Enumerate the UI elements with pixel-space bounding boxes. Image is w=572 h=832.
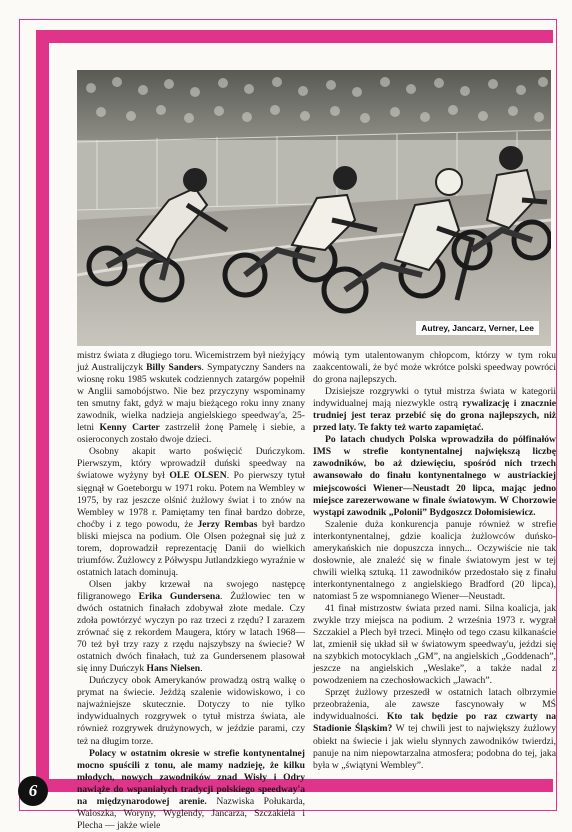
article-paragraph <box>313 603 556 687</box>
magenta-frame-left <box>36 30 49 792</box>
article-paragraph <box>77 675 305 747</box>
body-text: W tej chwili jest to największy żużlowy obiekt na świecie i jak wielu słynnych zawodników twierdzi, panuje na nim niepowtarzalna atmosfera; podobna do tej, jaka była w „świątyni Wembley”. <box>313 723 556 771</box>
speedway-riders-illustration <box>77 70 551 346</box>
body-text: Sprzęt żużlowy przeszedł w ostatnich latach olbrzymie przeobrażenia, ale zawsze fascynowały w MŚ indywidualności. <box>313 687 556 723</box>
body-text: mówią tym utalentowanym chłopcom, którzy w tym roku zaakcentowali, że być może wkrótce polski speedway powróci do grona najlepszych. <box>313 350 556 386</box>
body-text: Olsen jakby krzewał na swojego następcę filigranowego <box>77 578 305 602</box>
body-text: Dzisiejsze rozgrywki o tytuł mistrza świata w kategorii indywidualnej mają niezwykle ostrą <box>313 386 556 410</box>
article-paragraph <box>77 748 305 832</box>
article-paragraph <box>313 687 556 771</box>
article-column-right <box>313 350 556 772</box>
body-text: . <box>200 663 203 675</box>
body-text: Duńczycy obok Amerykanów prowadzą ostrą walkę o prymat na świecie. Jeżdżą szalenie widowiskowo, i co najważniejsze skutecznie. Dotyczy to nie tylko indywidualnych rozgrywek o tytuł mistrza świata, ale również rozgrywek drużynowych, w jeździe parami, czy też na długim torze. <box>77 675 305 747</box>
body-text: Osobny akapit warto poświęcić Duńczykom. Pierwszym, który wprowadził duński speedway na światowe wyżyny był <box>77 446 305 482</box>
body-text: mistrz świata z długiego toru. Wicemistrzem był nieżyjący już Australijczyk <box>77 350 305 374</box>
magenta-frame-top <box>36 30 553 43</box>
bold-text: OLE OLSEN <box>169 470 227 482</box>
body-text: Nazwiska Połukarda, Waloszka, Woryny, Wyglendy, Jancarza, Szczakiela i Plecha — jakże wiele <box>77 795 305 831</box>
body-text: Szalenie duża konkurencja panuje również w strefie interkontynentalnej, gdzie koalicja żużlowców duńsko-amerykańskich nie dopuszcza innych... Oczywiście nie tak dosłownie, ale znaleźć się w finale światowym jest w tej chwili wielką sztuką. 11 zawodników przedostało się z finału interkontynentalnego z angielskiego Bradford (20 lipca), natomiast 5 ze wspomnianego Wiener—Neustadt. <box>313 518 556 602</box>
article-paragraph <box>313 350 556 386</box>
bold-text: Erika Gundersena <box>138 590 221 602</box>
body-text: był bardzo bliski miejsca na podium. Ole Olsen pożegnał się już z torem, doprowadził reprezentację Danii do wielkich triumfów. Żużlowcy z Półwyspu Jutlandzkiego wyraźnie w ostatnich latach dominują. <box>77 518 305 578</box>
bold-text: Kto tak będzie po raz czwarty na Stadionie Śląskim? <box>313 711 557 735</box>
article-paragraph <box>313 519 556 603</box>
article-paragraph <box>313 434 556 518</box>
bold-text: Polacy w ostatnim okresie w strefie kontynentalnej mocno spuścili z tonu, ale mamy nadzieję, że kilku młodych, nowych zawodników znad Wisły i Odry nawiąże do wspaniałych tradycji polskiego speedway'a na międzynarodowej arenie. <box>77 747 305 807</box>
body-text: . Żużlowiec ten w dwóch ostatnich finałach zdobywał złote medale. Czy zdoła powtórzyć wyczyn po raz trzeci z rzędu? I zarazem zrównać się z rekordem Maugera, który w latach 1968—70 też był trzy razy z rzędu najszybszy na świecie? W ostatnich dwóch finałach, tuż za Gundersenem plasował się inny Duńczyk <box>77 590 306 675</box>
body-text: 41 finał mistrzostw świata przed nami. Silna koalicja, jak zwykle trzy miejsca na podium. 2 września 1973 r. wygrał Szczakiel a Plech był trzeci. Minęło od tego czasu kilkanaście lat, zmienił się układ sił w światowym speedway'u, jeździ się na szybkich motocyklach „GM”, na angielskich „Goddenach”, jeszcze na angielskich „Weslake”, a także nadal z powodzeniem na czechosłowackich „Jawach”. <box>313 602 556 687</box>
body-text: . Sympatyczny Sanders na wiosnę roku 1985 wskutek codziennych zatargów popełnił w Anglii samobójstwo. Nie bez przyczyny wspominamy ten smutny fakt, gdyż w maju bieżącego roku inny znany zawodnik, wielka nadzieja angielskiego speedway'a, 25-letni <box>77 362 306 434</box>
article-column-left <box>77 350 305 832</box>
speedway-photo <box>77 70 551 346</box>
bold-text: Jerzy Rembas <box>197 518 258 530</box>
article-paragraph <box>77 350 305 446</box>
photo-caption: Autrey, Jancarz, Verner, Lee <box>416 321 539 335</box>
bold-text: Kenny Carter <box>99 422 160 434</box>
bold-text: Billy Sanders <box>146 362 202 374</box>
bold-text: rywalizację i znacznie trudniej jest teraz przebić się do grona najlepszych, niż przed laty. Te fakty też warto zapamiętać. <box>313 398 556 434</box>
article-paragraph <box>77 446 305 579</box>
article-paragraph <box>77 579 305 675</box>
body-text: . Po pierwszy tytuł sięgnął w Goeteborgu w 1971 roku. Potem na Wembley w 1975, by raz jeszcze olśnić żużlowy świat i to znów na Wembley w 1978 r. Pamiętamy ten finał bardzo dobrze, choćby i z tego powodu, że <box>77 470 305 530</box>
page-number: 6 <box>18 776 48 806</box>
article-paragraph <box>313 386 556 434</box>
bold-text: Po latach chudych Polska wprowadziła do półfinałów IMS w strefie kontynentalnej największą liczbę zawodników, bo aż dziewięciu, spośród nich trzech awansowało do finału kontynentalnego w austriackiej miejscowości Wiener—Neustadt 20 lipca, mając jedno miejsce zarezerwowane w finale światowym. W Chorzowie wystąpi zawodnik „Poloniі” Bydgoszcz Dołomisiewicz. <box>313 434 556 518</box>
bold-text: Hans Nielsen <box>146 663 201 675</box>
body-text: zastrzelił żonę Pamelę i siebie, a osieroconych zostało dwoje dzieci. <box>77 422 305 446</box>
